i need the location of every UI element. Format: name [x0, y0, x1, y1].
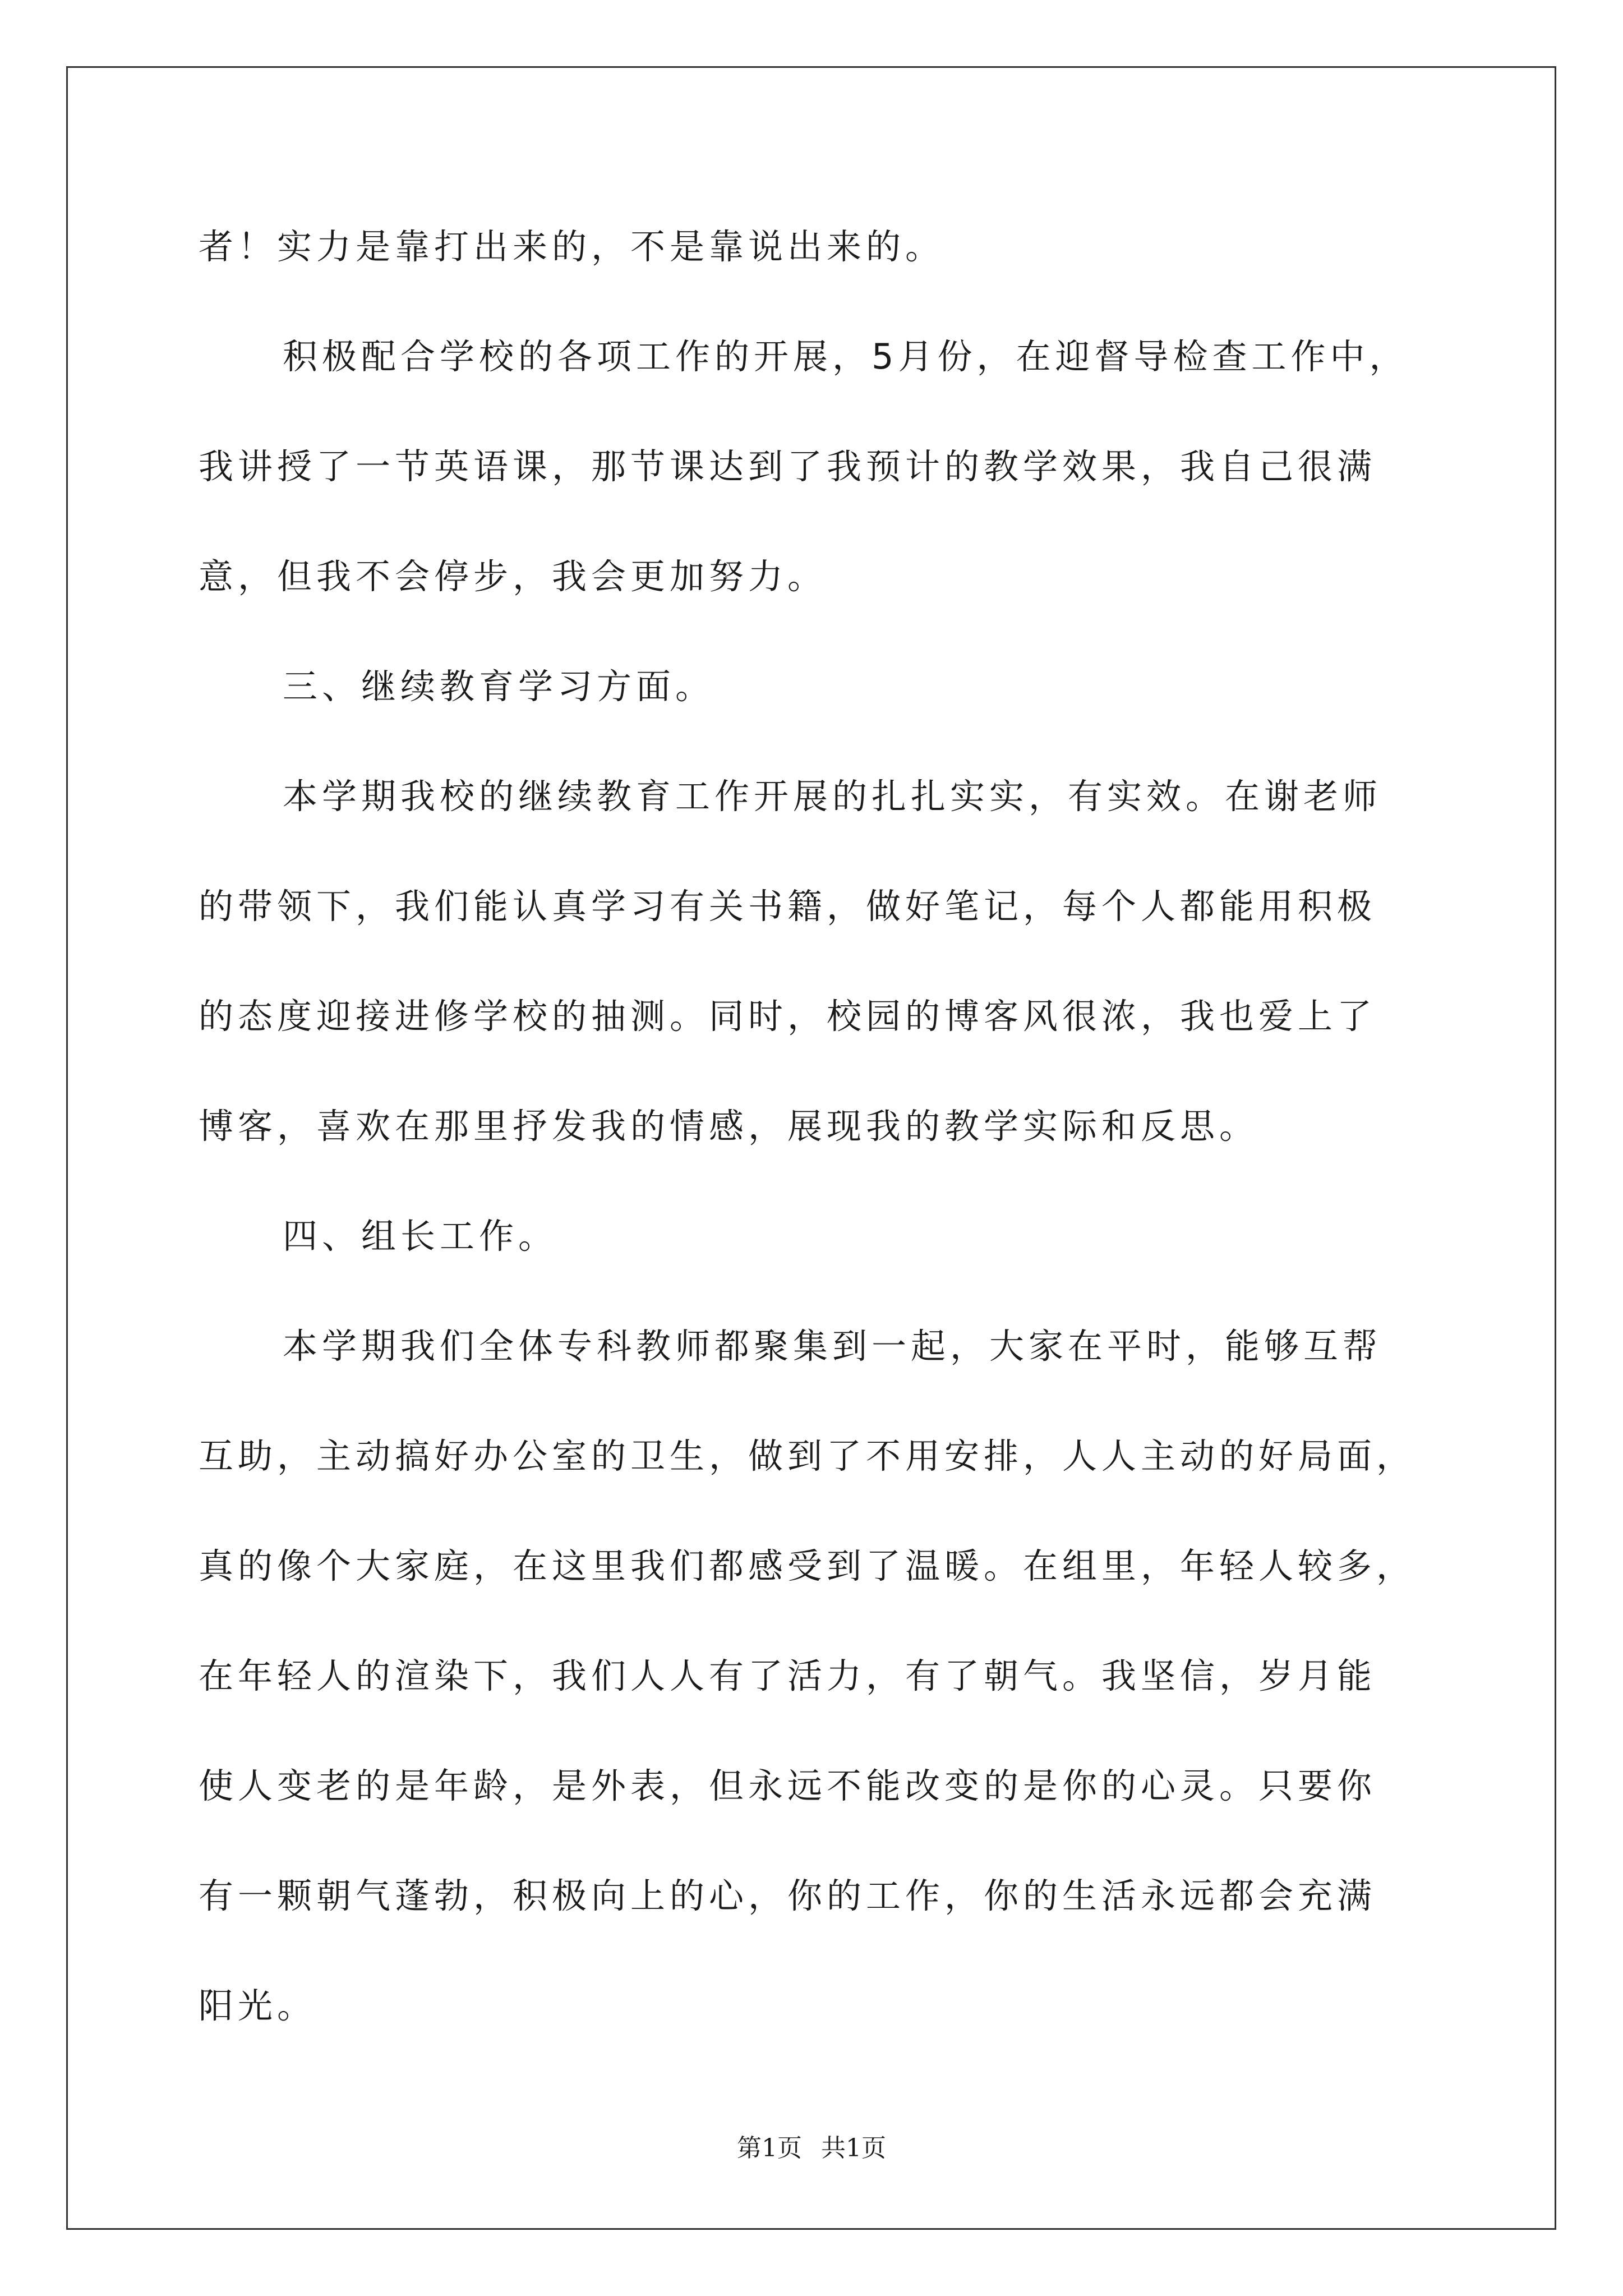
- text-line: 的态度迎接进修学校的抽测。同时，校园的博客风很浓，我也爱上了: [199, 996, 1377, 1037]
- page-number-current: 第1页: [737, 2134, 802, 2162]
- text-line: 本学期我校的继续教育工作开展的扎扎实实，有实效。在谢老师: [283, 776, 1382, 817]
- text-line: 积极配合学校的各项工作的开展，5月份，在迎督导检查工作中，: [283, 336, 1409, 377]
- text-line: 阳光。: [199, 1985, 317, 2026]
- text-line: 本学期我们全体专科教师都聚集到一起，大家在平时，能够互帮: [283, 1326, 1382, 1366]
- text-line: 在年轻人的渲染下，我们人人有了活力，有了朝气。我坚信，岁月能: [199, 1655, 1377, 1696]
- text-line: 真的像个大家庭，在这里我们都感受到了温暖。在组里，年轻人较多，: [199, 1545, 1416, 1586]
- text-line: 意，但我不会停步，我会更加努力。: [199, 556, 827, 597]
- text-line: 我讲授了一节英语课，那节课达到了我预计的教学效果，我自己很满: [199, 446, 1377, 487]
- text-line: 使人变老的是年龄，是外表，但永远不能改变的是你的心灵。只要你: [199, 1765, 1377, 1806]
- text-line: 四、组长工作。: [283, 1216, 558, 1257]
- text-line: 博客，喜欢在那里抒发我的情感，展现我的教学实际和反思。: [199, 1106, 1259, 1147]
- text-line: 的带领下，我们能认真学习有关书籍，做好笔记，每个人都能用积极: [199, 886, 1377, 927]
- document-body: [199, 219, 1421, 2088]
- text-line: 三、继续教育学习方面。: [283, 666, 715, 707]
- page-footer: [0, 2132, 1623, 2165]
- text-line: 有一颗朝气蓬勃，积极向上的心，你的工作，你的生活永远都会充满: [199, 1875, 1377, 1916]
- text-line: 互助，主动搞好办公室的卫生，做到了不用安排，人人主动的好局面，: [199, 1435, 1416, 1476]
- text-line: 者！实力是靠打出来的，不是靠说出来的。: [199, 226, 945, 267]
- page-number-total: 共1页: [821, 2134, 886, 2162]
